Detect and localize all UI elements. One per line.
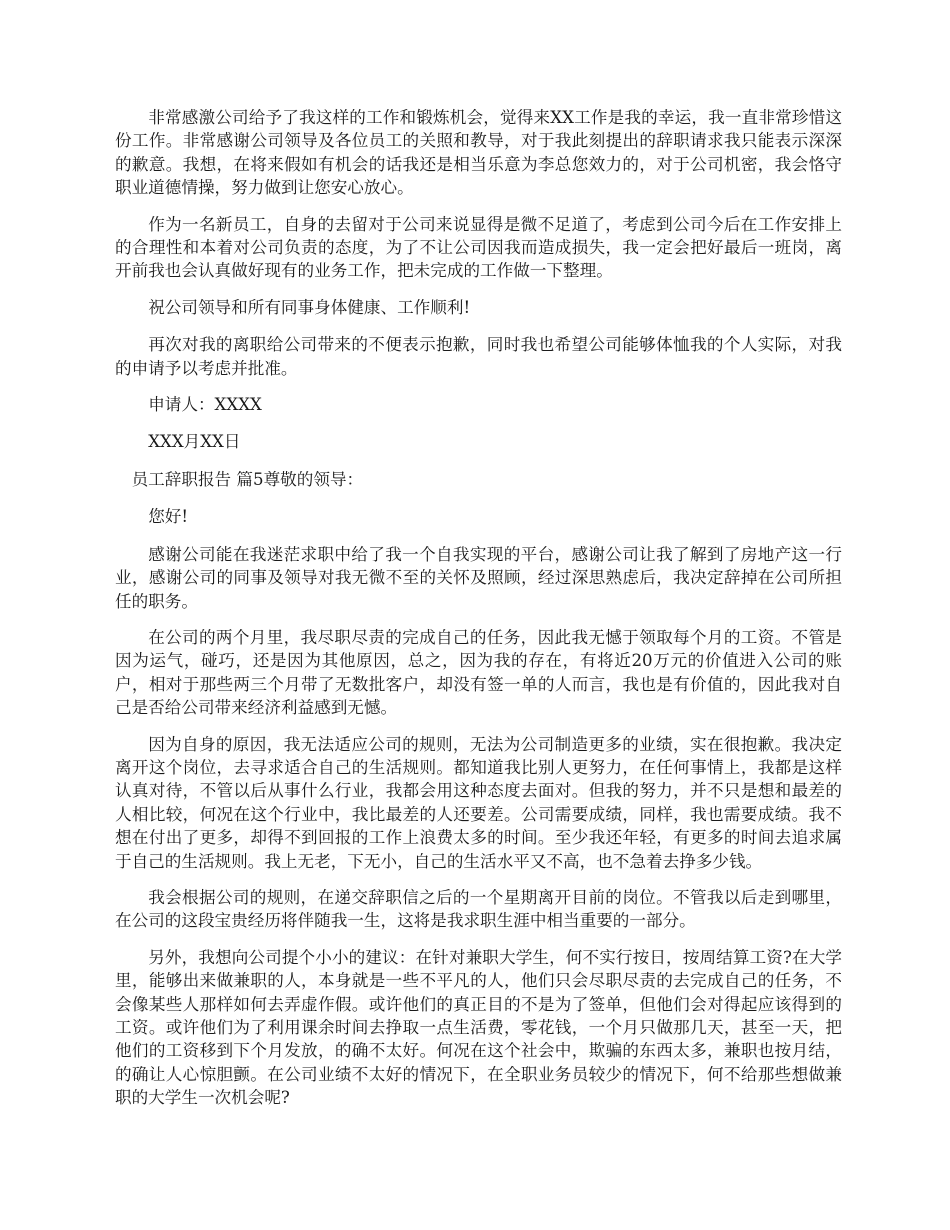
paragraph: 另外，我想向公司提个小小的建议：在针对兼职大学生，何不实行按日，按周结算工资?在大学里，能够出来做兼职的人，本身就是一些不平凡的人，他们只会尽职尽责的去完成自己的任务，不会像某些人那样如何去弄虚作假。或许他们的真正目的不是为了签单，但他们会对得起应该得到的工资。或许他们为了利用课余时间去挣取一点生活费，零花钱，一个月只做那几天，甚至一天，把他们的工资移到下个月发放，的确不太好。何况在这个社会中，欺骗的东西太多，兼职也按月结，的确让人心惊胆颤。在公司业绩不太好的情况下，在全职业务员较少的情况下，何不给那些想做兼职的大学生一次机会呢? (115, 947, 842, 1108)
paragraph: 感谢公司能在我迷茫求职中给了我一个自我实现的平台，感谢公司让我了解到了房地产这一行业，感谢公司的同事及领导对我无微不至的关怀及照顾，经过深思熟虑后，我决定辞掉在公司所担任的职务。 (115, 544, 842, 611)
paragraph: 作为一名新员工，自身的去留对于公司来说显得是微不足道了，考虑到公司今后在工作安排上的合理性和本着对公司负责的态度，为了不让公司因我而造成损失，我一定会把好最后一班岗，离开前我也会认真做好现有的业务工作，把未完成的工作做一下整理。 (115, 214, 842, 281)
date-line: XXX月XX日 (148, 432, 241, 452)
paragraph: 因为自身的原因，我无法适应公司的规则，无法为公司制造更多的业绩，实在很抱歉。我决定离开这个岗位，去寻求适合自己的生活规则。都知道我比别人更努力，在任何事情上，我都是这样认真对待，不管以后从事什么行业，我都会用这种态度去面对。但我的努力，并不只是想和最差的人相比较，何况在这个行业中，我比最差的人还要差。公司需要成绩，同样，我也需要成绩。我不想在付出了更多，却得不到回报的工作上浪费太多的时间。至少我还年轻，有更多的时间去追求属于自己的生活规则。我上无老，下无小，自己的生活水平又不高，也不急着去挣多少钱。 (115, 734, 842, 871)
paragraph: 在公司的两个月里，我尽职尽责的完成自己的任务，因此我无憾于领取每个月的工资。不管是因为运气，碰巧，还是因为其他原因，总之，因为我的存在，有将近20万元的价值进入公司的账户，相对于那些两三个月带了无数批客户，却没有签一单的人而言，我也是有价值的，因此我对自己是否给公司带来经济利益感到无憾。 (115, 627, 842, 718)
greeting-line: 您好! (148, 507, 189, 527)
paragraph: 祝公司领导和所有同事身体健康、工作顺利! (148, 297, 471, 317)
paragraph: 非常感激公司给予了我这样的工作和锻炼机会，觉得来XX工作是我的幸运，我一直非常珍惜这份工作。非常感谢公司领导及各位员工的关照和教导，对于我此刻提出的辞职请求我只能表示深深的歉意。我想，在将来假如有机会的话我还是相当乐意为李总您效力的，对于公司机密，我会恪守职业道德情操，努力做到让您安心放心。 (115, 108, 842, 198)
document-body (115, 106, 842, 1123)
applicant-line: 申请人：XXXX (148, 395, 262, 415)
section-heading: 员工辞职报告 篇5尊敬的领导： (131, 469, 364, 489)
paragraph: 再次对我的离职给公司带来的不便表示抱歉，同时我也希望公司能够体恤我的个人实际，对我的申请予以考虑并批准。 (115, 335, 842, 378)
paragraph: 我会根据公司的规则，在递交辞职信之后的一个星期离开目前的岗位。不管我以后走到哪里，在公司的这段宝贵经历将伴随我一生，这将是我求职生涯中相当重要的一部分。 (115, 887, 842, 931)
